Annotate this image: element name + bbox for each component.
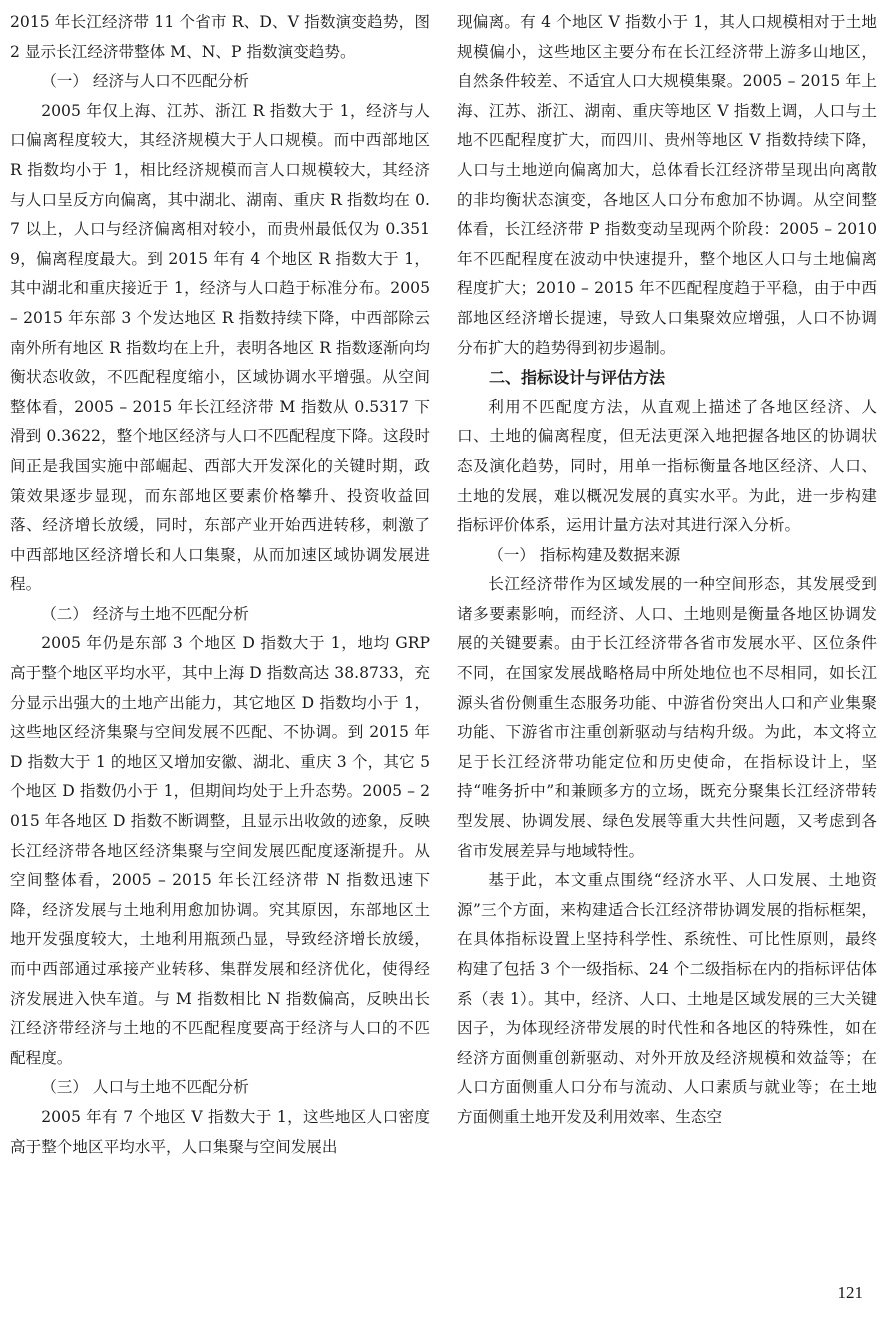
paragraph-population-land-continued: 现偏离。有 4 个地区 V 指数小于 1，其人口规模相对于土地规模偏小，这些地区主要分布在长江经济带上游多山地区，自然条件较差、不适宜人口大规模集聚。2005 – 2015 年上海、江苏、浙江、湖南、重庆等地区 V 指数上调，人口与土地不匹配程度扩大，而四川、贵州等地区 V 指数持续下降，人口与土地逆向偏离加大，总体看长江经济带呈现出向离散的非均衡状态演变，各地区人口分布愈加不协调。从空间整体看，长江经济带 P 指数变动呈现两个阶段：2005 – 2010 年不匹配程度在波动中快速提升，整个地区人口与土地偏离程度扩大；2010 – 2015 年不匹配程度趋于平稳，由于中西部地区经济增长提速，导致人口集聚效应增强，人口不协调分布扩大的趋势得到初步遏制。 (457, 13, 877, 357)
paragraph-population-land-start: 2005 年有 7 个地区 V 指数大于 1，这些地区人口密度高于整个地区平均水平，人口集聚与空间发展出 (10, 1107, 430, 1156)
paragraph-economy-land: 2005 年仍是东部 3 个地区 D 指数大于 1，地均 GRP 高于整个地区平均水平，其中上海 D 指数高达 38.8733，充分显示出强大的土地产出能力，其它地区 D 指数均小于 1，这些地区经济集聚与空间发展不匹配、不协调。到 2015 年 D 指数大于 1 的地区又增加安徽、湖北、重庆 3 个，其它 5 个地区 D 指数仍小于 1，但期间均处于上升态势。2005 – 2015 年各地区 D 指数不断调整，且显示出收敛的迹象，反映长江经济带各地区经济集聚与空间发展匹配度逐渐提升。从空间整体看，2005 – 2015 年长江经济带 N 指数迅速下降，经济发展与土地利用愈加协调。究其原因，东部地区土地开发强度较大，土地利用瓶颈凸显，导致经济增长放缓，而中西部通过承接产业转移、集群发展和经济优化，使得经济发展进入快车道。与 M 指数相比 N 指数偏高，反映出长江经济带经济与土地的不匹配程度要高于经济与人口的不匹配程度。 (10, 634, 430, 1067)
right-column (457, 8, 877, 1133)
subsection-heading-population-land: （三） 人口与土地不匹配分析 (41, 1078, 249, 1097)
paragraph-economy-population: 2005 年仅上海、江苏、浙江 R 指数大于 1，经济与人口偏离程度较大，其经济规模大于人口规模。而中西部地区 R 指数均小于 1，相比经济规模而言人口规模较大，其经济与人口呈反方向偏离，其中湖北、湖南、重庆 R 指数均在 0.7 以上，人口与经济偏离相对较小，而贵州最低仅为 0.3519，偏离程度最大。到 2015 年有 4 个地区 R 指数大于 1，其中湖北和重庆接近于 1，经济与人口趋于标准分布。2005 – 2015 年东部 3 个发达地区 R 指数持续下降，中西部除云南外所有地区 R 指数均在上升，表明各地区 R 指数逐渐向均衡状态收敛，不匹配程度缩小，区域协调水平增强。从空间整体看，2005 – 2015 年长江经济带 M 指数从 0.5317 下滑到 0.3622，整个地区经济与人口不匹配程度下降。这段时间正是我国实施中部崛起、西部大开发深化的关键时期，政策效果逐步显现，而东部地区要素价格攀升、投资收益回落、经济增长放缓，同时，东部产业开始西进转移，刺激了中西部地区经济增长和人口集聚，从而加速区域协调发展进程。 (10, 101, 430, 594)
section-heading-indicator-design: 二、指标设计与评估方法 (489, 368, 666, 388)
subsection-heading-indicator-construction: （一） 指标构建及数据来源 (488, 545, 681, 564)
intro-paragraph: 2015 年长江经济带 11 个省市 R、D、V 指数演变趋势，图 2 显示长江经济带整体 M、N、P 指数演变趋势。 (10, 13, 430, 61)
paragraph-indicator-background: 长江经济带作为区域发展的一种空间形态，其发展受到诸多要素影响，而经济、人口、土地则是衡量各地区协调发展的关键要素。由于长江经济带各省市发展水平、区位条件不同，在国家发展战略格局中所处地位也不尽相同，如长江源头省份侧重生态服务功能、中游省份突出人口和产业集聚功能、下游省市注重创新驱动与结构升级。为此，本文将立足于长江经济带功能定位和历史使命，在指标设计上，坚持“唯务折中”和兼顾多方的立场，既充分聚集长江经济带转型发展、协调发展、绿色发展等重大共性问题，又考虑到各省市发展差异与地域特性。 (457, 575, 877, 860)
page-number: 121 (837, 1283, 863, 1302)
subsection-heading-economy-population: （一） 经济与人口不匹配分析 (41, 72, 249, 91)
paragraph-method: 利用不匹配度方法，从直观上描述了各地区经济、人口、土地的偏离程度，但无法更深入地把握各地区的协调状态及演化趋势，同时，用单一指标衡量各地区经济、人口、土地的发展，难以概况发展的真实水平。为此，进一步构建指标评价体系，运用计量方法对其进行深入分析。 (457, 397, 877, 535)
subsection-heading-economy-land: （二） 经济与土地不匹配分析 (41, 604, 249, 623)
left-column (10, 8, 430, 1162)
paragraph-indicator-framework: 基于此，本文重点围绕“经济水平、人口发展、土地资源”三个方面，来构建适合长江经济带协调发展的指标框架，在具体指标设置上坚持科学性、系统性、可比性原则，最终构建了包括 3 个一级指标、24 个二级指标在内的指标评估体系（表 1）。其中，经济、人口、土地是区域发展的三大关键因子，为体现经济带发展的时代性和各地区的特殊性，如在经济方面侧重创新驱动、对外开放及经济规模和效益等；在人口方面侧重人口分布与流动、人口素质与就业等；在土地方面侧重土地开发及利用效率、生态空 (457, 871, 877, 1126)
